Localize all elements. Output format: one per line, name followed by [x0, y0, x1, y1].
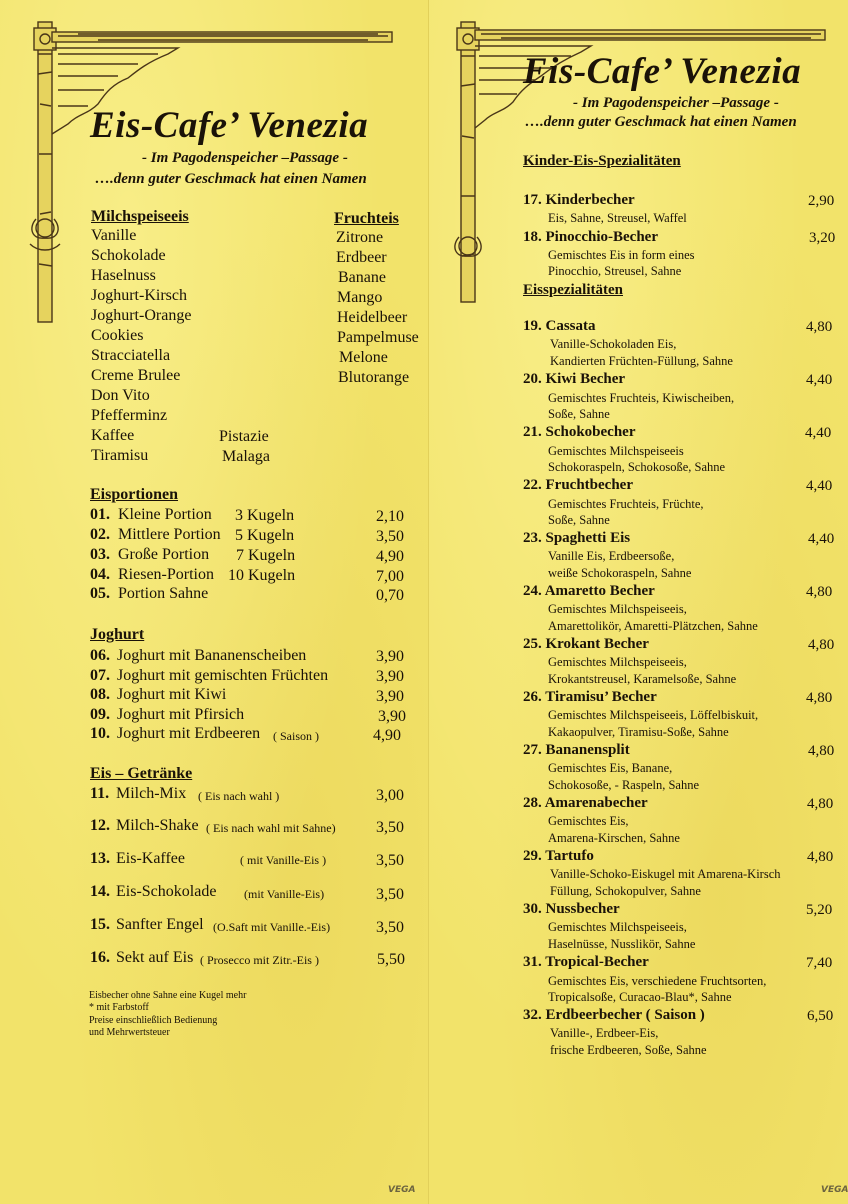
footnote-line: und Mehrwertsteuer — [89, 1027, 170, 1038]
drink-note: (mit Vanille-Eis) — [244, 887, 325, 901]
item-title: 29. Tartufo — [523, 848, 594, 864]
list-item: Pampelmuse — [337, 329, 419, 346]
list-item: Heidelbeer — [337, 309, 408, 326]
drink-name: Milch-Mix — [116, 785, 187, 802]
footnote-line: * mit Farbstoff — [89, 1002, 149, 1013]
item-desc: Füllung, Schokopulver, Sahne — [550, 884, 701, 898]
list-item: Haselnuss — [91, 267, 156, 284]
list-item: Vanille — [91, 227, 137, 244]
list-item: Joghurt-Orange — [91, 307, 192, 324]
drink-number: 16. — [90, 949, 110, 966]
portion-price: 7,00 — [376, 568, 404, 585]
portion-kugeln: 7 Kugeln — [236, 547, 296, 564]
item-desc: Vanille-, Erdbeer-Eis, — [550, 1026, 659, 1040]
portion-number: 04. — [90, 566, 110, 583]
item-price: 7,40 — [806, 955, 833, 971]
portion-number: 02. — [90, 526, 110, 543]
joghurt-name: Joghurt mit Bananenscheiben — [117, 647, 307, 664]
item-desc: Vanille-Schoko-Eiskugel mit Amarena-Kirsch — [550, 867, 781, 881]
joghurt-number: 08. — [90, 686, 110, 703]
list-item: Mango — [337, 289, 383, 306]
drink-number: 15. — [90, 916, 110, 933]
item-desc: Gemischtes Fruchteis, Früchte, — [548, 497, 704, 511]
portion-name: Mittlere Portion — [118, 526, 221, 543]
cafe-title: Eis-Cafe’ Venezia — [523, 51, 802, 92]
item-desc: Vanille Eis, Erdbeersoße, — [548, 549, 675, 563]
item-price: 4,40 — [808, 531, 835, 547]
item-price: 5,20 — [806, 902, 833, 918]
joghurt-name: Joghurt mit Pfirsich — [117, 706, 245, 723]
drink-price: 3,50 — [376, 919, 404, 936]
list-item: Erdbeer — [336, 249, 387, 266]
printer-mark: VEGA — [821, 1185, 848, 1195]
item-desc: Gemischtes Milchspeiseeis, Löffelbiskuit, — [548, 708, 759, 722]
item-title: 22. Fruchtbecher — [523, 477, 633, 493]
list-item: Tiramisu — [91, 447, 149, 464]
item-title: 32. Erdbeerbecher ( Saison ) — [523, 1007, 705, 1023]
portion-price: 0,70 — [376, 587, 404, 604]
item-desc: Pinocchio, Streusel, Sahne — [548, 264, 682, 278]
drink-price: 5,50 — [377, 951, 405, 968]
milch-heading: Milchspeiseeis — [91, 208, 189, 225]
getraenke-heading: Eis – Getränke — [90, 765, 193, 782]
item-price: 4,80 — [808, 637, 835, 653]
item-desc: Gemischtes Eis, verschiedene Fruchtsorten, — [548, 974, 767, 988]
item-price: 4,80 — [807, 796, 834, 812]
item-desc: Gemischtes Fruchteis, Kiwischeiben, — [548, 391, 735, 405]
drink-note: (O.Saft mit Vanille.-Eis) — [213, 920, 331, 934]
drink-note: ( Eis nach wahl ) — [198, 789, 280, 803]
portion-price: 3,50 — [376, 528, 404, 545]
item-title: 17. Kinderbecher — [523, 192, 635, 208]
footnote-line: Preise einschließlich Bedienung — [89, 1015, 218, 1026]
drink-price: 3,00 — [376, 787, 404, 804]
item-desc: Gemischtes Eis in form eines — [548, 248, 695, 262]
slogan: ….denn guter Geschmack hat einen Namen — [525, 114, 797, 130]
item-desc: Vanille-Schokoladen Eis, — [550, 337, 677, 351]
printer-mark: VEGA — [388, 1185, 416, 1195]
list-item: Blutorange — [338, 369, 410, 386]
drink-name: Milch-Shake — [116, 817, 199, 834]
item-desc: Soße, Sahne — [548, 407, 610, 421]
portionen-heading: Eisportionen — [90, 486, 179, 503]
item-price: 4,40 — [805, 425, 832, 441]
portion-name: Große Portion — [118, 546, 210, 563]
portion-price: 4,90 — [376, 548, 404, 565]
joghurt-price: 3,90 — [376, 648, 404, 665]
spezial-heading: Eisspezialitäten — [523, 282, 623, 298]
joghurt-price: 3,90 — [378, 708, 406, 725]
item-title: 23. Spaghetti Eis — [523, 530, 631, 546]
joghurt-number: 06. — [90, 647, 110, 664]
list-item: Pistazie — [219, 428, 269, 445]
kinder-heading: Kinder-Eis-Spezialitäten — [523, 153, 681, 169]
item-desc: weiße Schokoraspeln, Sahne — [548, 566, 692, 580]
portion-name: Portion Sahne — [118, 585, 209, 602]
joghurt-price: 4,90 — [373, 727, 401, 744]
portion-kugeln: 10 Kugeln — [228, 567, 296, 584]
item-title: 20. Kiwi Becher — [523, 371, 626, 387]
item-price: 4,80 — [806, 584, 833, 600]
frucht-heading: Fruchteis — [334, 210, 399, 227]
joghurt-number: 10. — [90, 725, 110, 742]
item-price: 4,80 — [806, 319, 833, 335]
joghurt-name: Joghurt mit Kiwi — [117, 686, 227, 703]
item-title: 26. Tiramisu’ Becher — [523, 689, 657, 705]
item-title: 19. Cassata — [523, 318, 596, 334]
portion-kugeln: 5 Kugeln — [235, 527, 295, 544]
item-price: 2,90 — [808, 193, 835, 209]
drink-number: 13. — [90, 850, 110, 867]
list-item: Banane — [338, 269, 386, 286]
drink-name: Sekt auf Eis — [116, 949, 194, 966]
drink-price: 3,50 — [376, 819, 404, 836]
drink-note: ( mit Vanille-Eis ) — [240, 853, 327, 867]
portion-number: 03. — [90, 546, 110, 563]
portion-price: 2,10 — [376, 508, 404, 525]
item-title: 21. Schokobecher — [523, 424, 636, 440]
drink-name: Eis-Schokolade — [116, 883, 217, 900]
item-price: 4,80 — [806, 690, 833, 706]
item-desc: Schokosoße, - Raspeln, Sahne — [548, 778, 700, 792]
drink-price: 3,50 — [376, 852, 404, 869]
drink-name: Eis-Kaffee — [116, 850, 185, 867]
drink-price: 3,50 — [376, 886, 404, 903]
list-item: Cookies — [91, 327, 144, 344]
item-price: 3,20 — [809, 230, 836, 246]
drink-number: 14. — [90, 883, 110, 900]
list-item: Don Vito — [91, 387, 150, 404]
footnote-line: Eisbecher ohne Sahne eine Kugel mehr — [89, 990, 247, 1001]
item-desc: Gemischtes Milchspeiseeis, — [548, 655, 687, 669]
item-price: 4,80 — [807, 849, 834, 865]
drink-name: Sanfter Engel — [116, 916, 204, 933]
cafe-title: Eis-Cafe’ Venezia — [90, 105, 369, 146]
item-desc: frische Erdbeeren, Soße, Sahne — [550, 1043, 707, 1057]
location-subtitle: - Im Pagodenspeicher –Passage - — [142, 150, 348, 166]
item-price: 4,40 — [806, 478, 833, 494]
item-title: 24. Amaretto Becher — [523, 583, 655, 599]
item-desc: Eis, Sahne, Streusel, Waffel — [548, 211, 687, 225]
list-item: Pfefferminz — [91, 407, 168, 424]
portion-name: Riesen-Portion — [118, 566, 214, 583]
item-price: 4,80 — [808, 743, 835, 759]
joghurt-price: 3,90 — [376, 688, 404, 705]
list-item: Joghurt-Kirsch — [91, 287, 187, 304]
list-item: Kaffee — [91, 427, 135, 444]
item-desc: Gemischtes Milchspeiseeis, — [548, 920, 687, 934]
list-item: Stracciatella — [91, 347, 171, 364]
portion-number: 01. — [90, 506, 110, 523]
item-desc: Krokantstreusel, Karamelsoße, Sahne — [548, 672, 737, 686]
item-title: 18. Pinocchio-Becher — [523, 229, 658, 245]
item-desc: Amarena-Kirschen, Sahne — [548, 831, 680, 845]
joghurt-number: 07. — [90, 667, 110, 684]
item-title: 25. Krokant Becher — [523, 636, 649, 652]
item-desc: Soße, Sahne — [548, 513, 610, 527]
list-item: Creme Brulee — [91, 367, 181, 384]
item-desc: Tropicalsoße, Curacao-Blau*, Sahne — [548, 990, 732, 1004]
item-desc: Gemischtes Milchspeiseeis, — [548, 602, 687, 616]
item-desc: Gemischtes Eis, Banane, — [548, 761, 673, 775]
item-desc: Amarettolikör, Amaretti-Plätzchen, Sahne — [548, 619, 758, 633]
item-price: 4,40 — [806, 372, 833, 388]
item-desc: Kandierten Früchten-Füllung, Sahne — [550, 354, 733, 368]
portion-number: 05. — [90, 585, 110, 602]
list-item: Melone — [339, 349, 388, 366]
joghurt-name: Joghurt mit gemischten Früchten — [117, 667, 329, 684]
drink-number: 11. — [90, 785, 110, 802]
item-desc: Haselnüsse, Nusslikör, Sahne — [548, 937, 696, 951]
portion-kugeln: 3 Kugeln — [235, 507, 295, 524]
list-item: Zitrone — [336, 229, 384, 246]
joghurt-name: Joghurt mit Erdbeeren — [117, 725, 261, 742]
portion-name: Kleine Portion — [118, 506, 212, 523]
item-desc: Gemischtes Eis, — [548, 814, 629, 828]
drink-note: ( Eis nach wahl mit Sahne) — [206, 821, 336, 835]
joghurt-note: ( Saison ) — [273, 729, 319, 743]
joghurt-number: 09. — [90, 706, 110, 723]
item-desc: Gemischtes Milchspeiseeis — [548, 444, 684, 458]
item-desc: Schokoraspeln, Schokosoße, Sahne — [548, 460, 726, 474]
menu-page-right — [428, 0, 848, 1204]
item-title: 27. Bananensplit — [523, 742, 630, 758]
item-title: 31. Tropical-Becher — [523, 954, 649, 970]
slogan: ….denn guter Geschmack hat einen Namen — [95, 171, 367, 187]
list-item: Malaga — [222, 448, 270, 465]
item-desc: Kakaopulver, Tiramisu-Soße, Sahne — [548, 725, 729, 739]
item-title: 28. Amarenabecher — [523, 795, 648, 811]
list-item: Schokolade — [91, 247, 166, 264]
item-price: 6,50 — [807, 1008, 834, 1024]
drink-number: 12. — [90, 817, 110, 834]
joghurt-price: 3,90 — [376, 668, 404, 685]
item-title: 30. Nussbecher — [523, 901, 620, 917]
location-subtitle: - Im Pagodenspeicher –Passage - — [573, 95, 779, 111]
joghurt-heading: Joghurt — [90, 626, 145, 643]
drink-note: ( Prosecco mit Zitr.-Eis ) — [200, 953, 319, 967]
